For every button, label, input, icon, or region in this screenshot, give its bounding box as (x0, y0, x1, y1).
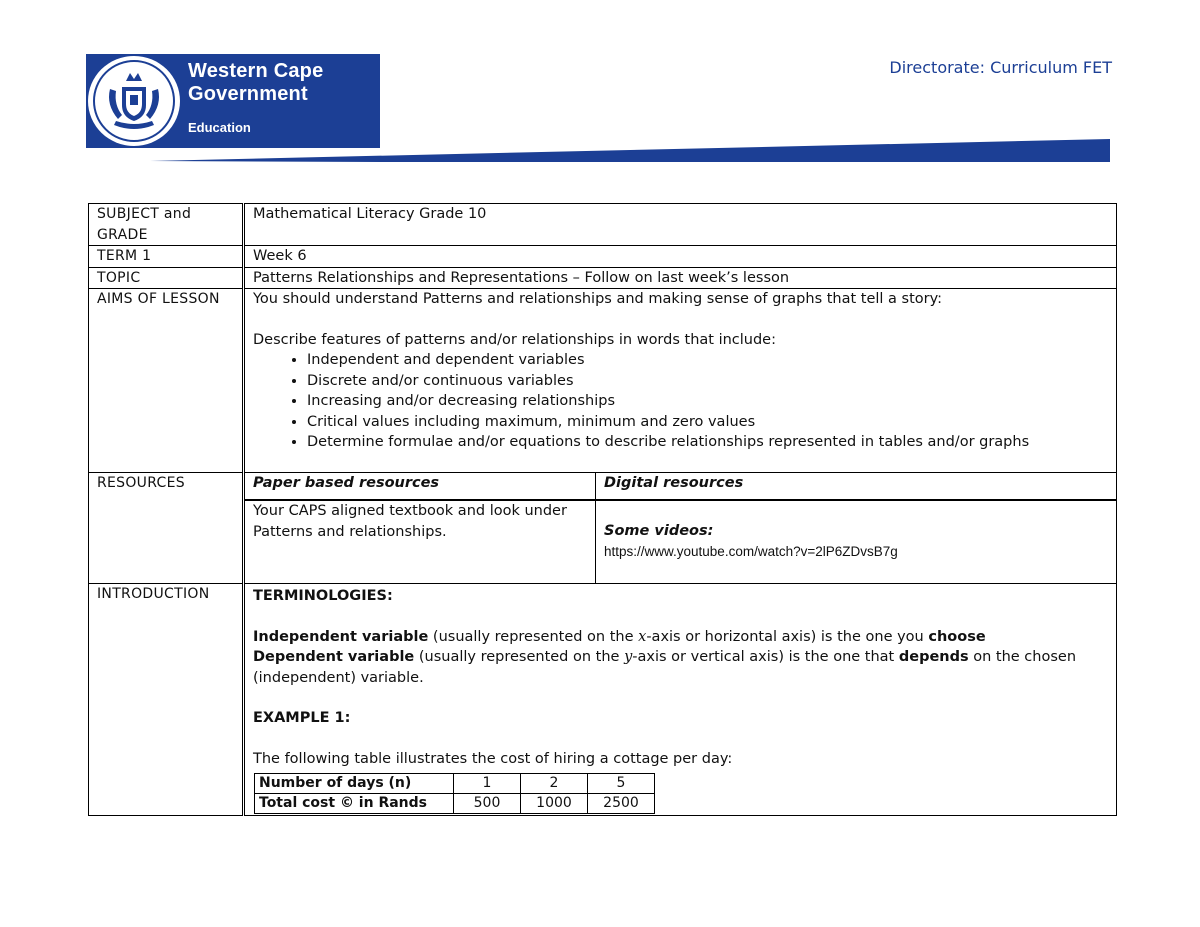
resources-row (89, 473, 1117, 584)
aims-list-item: • Critical values including maximum, minimum and zero values (307, 412, 1116, 433)
resources-content (244, 473, 1117, 584)
example-heading: EXAMPLE 1: (253, 710, 351, 726)
days-label: Number of days (n) (255, 774, 454, 794)
paper-resources-heading: Paper based resources (245, 473, 596, 500)
header-swoosh-divider (150, 138, 1112, 164)
resources-table (245, 473, 1116, 583)
term-value: Week 6 (244, 246, 1117, 268)
dependent-definition: Dependent variable (usually represented on the y-axis or vertical axis) is the one that depends on the chosen (independent) variable. (253, 649, 1077, 686)
digital-resources-content (596, 500, 1117, 583)
subject-label: SUBJECT and GRADE (89, 204, 244, 246)
videos-heading: Some videos: (604, 523, 714, 539)
resources-label: RESOURCES (89, 473, 244, 584)
terminologies-heading: TERMINOLOGIES: (253, 588, 393, 604)
table-row (255, 794, 655, 814)
coat-of-arms-logo (88, 56, 180, 146)
logo-text-western-cape: Western Cape (188, 60, 324, 82)
cottage-cost-table (254, 773, 655, 814)
table-cell: 1 (454, 774, 521, 794)
digital-resources-heading: Digital resources (596, 473, 1117, 500)
table-cell: 2 (521, 774, 588, 794)
table-row (255, 774, 655, 794)
aims-list-item: • Independent and dependent variables (307, 350, 1116, 371)
aims-list-item: • Discrete and/or continuous variables (307, 371, 1116, 392)
paper-resources-text: Your CAPS aligned textbook and look under Patterns and relationships. (245, 500, 596, 583)
table-cell: 2500 (588, 794, 655, 814)
introduction-row (89, 584, 1117, 816)
spacer (253, 310, 1116, 330)
topic-label: TOPIC (89, 267, 244, 289)
subject-row (89, 204, 1117, 246)
introduction-label: INTRODUCTION (89, 584, 244, 816)
aims-intro: You should understand Patterns and relationships and making sense of graphs that tell a story: (253, 291, 943, 307)
table-cell: 1000 (521, 794, 588, 814)
example-text: The following table illustrates the cost of hiring a cottage per day: (253, 750, 733, 767)
cost-label: Total cost © in Rands (255, 794, 454, 814)
aims-list-item: • Increasing and/or decreasing relationships (307, 391, 1116, 412)
video-link[interactable]: https://www.youtube.com/watch?v=2lP6ZDvsB7g (604, 543, 898, 559)
logo-text-government: Government (188, 83, 308, 105)
introduction-content (244, 584, 1117, 816)
topic-row (89, 267, 1117, 289)
independent-definition: Independent variable (usually represented on the x-axis or horizontal axis) is the one you choose (253, 628, 986, 645)
table-cell: 5 (588, 774, 655, 794)
aims-content (244, 289, 1117, 473)
lesson-plan-table (88, 203, 1117, 816)
aims-row (89, 289, 1117, 473)
term-label: TERM 1 (89, 246, 244, 268)
topic-value: Patterns Relationships and Representations – Follow on last week’s lesson (244, 267, 1117, 289)
aims-label: AIMS OF LESSON (89, 289, 244, 473)
table-cell: 500 (454, 794, 521, 814)
aims-list-item: • Determine formulae and/or equations to describe relationships represented in tables and/or graphs (307, 432, 1116, 453)
aims-describe: Describe features of patterns and/or relationships in words that include: (253, 331, 776, 348)
subject-value: Mathematical Literacy Grade 10 (244, 204, 1117, 246)
term-row (89, 246, 1117, 268)
logo-text-education: Education (188, 120, 251, 135)
aims-list (253, 350, 1116, 453)
directorate-title: Directorate: Curriculum FET (889, 58, 1112, 77)
